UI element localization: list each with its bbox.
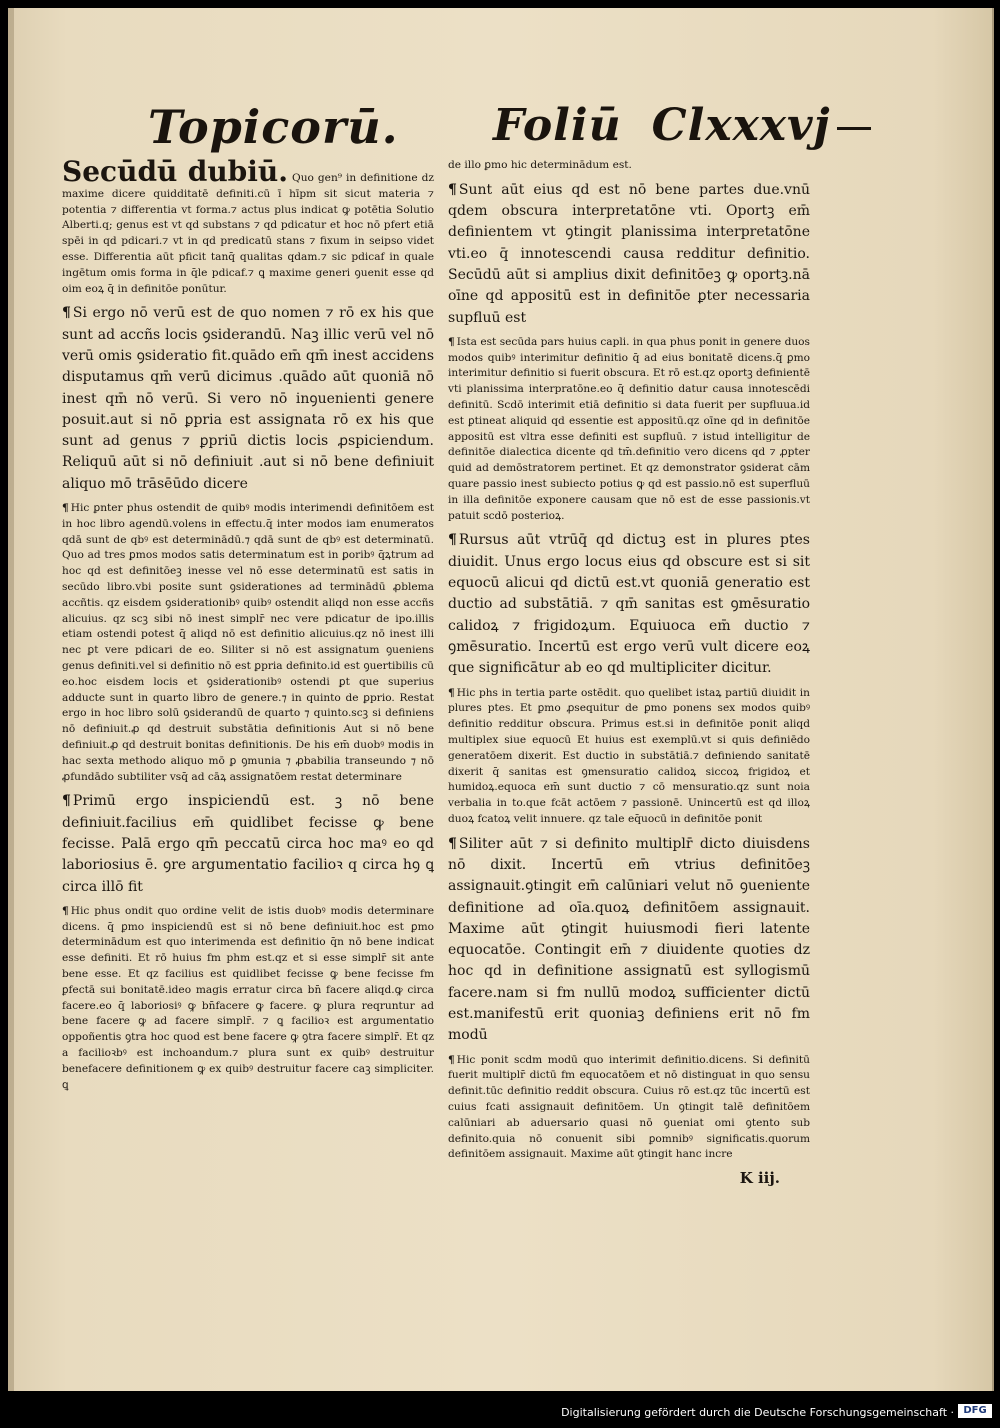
paragraph-text: Hic ꝑnter phus ostendit de quibꝰ modis interimendi definitōem est in hoc libro agendū.volens in effectu.q̄ inter modos iam enumeratos qdā sunt de qbꝰ est determinādū.⁊ qdā sunt de qbꝰ est determinatū. Quo ad tres ꝑmos modos satis determinatum est in ꝑoribꝰ q̄ꝝtrum ad hoc qd est definitōeꝫ inesse vel nō esse determinatū est satis in secūdo libro.vbi posite sunt ꝯsiderationes ad terminādū ꝓblema accñtis. qz eisdem ꝯsiderationibꝰ quibꝰ ostendit aliqd non esse accñs alicuius. qz scꝫ sibi nō inest simplr̄ nec vere pdicatur de ipo.illis etiam ostendi potest q̄ aliqd nō est definitio alicuius.qz nō inest illi nec ꝑt vere pdicari de eo. Siliter si nō est assignatum ꝯueniens genus definiti.vel si definitio nō est ꝑpria definito.id est ꝯuertibilis cū eo.hoc eisdem locis et ꝯsiderationibꝰ ostendi ꝑt que superius adducte sunt in quarto libro de genere.⁊ in quinto de ꝑprio. Restat ergo in hoc libro solū ꝯsiderandū de quarto ⁊ quinto.scꝫ si definiens nō definiuit.ꝓ qd destruit substātia definitionis Aut si nō bene definiuit.ꝓ qd destruit bonitas definitionis. De his em̄ duobꝰ modis in hac sexta methodo aliquo mō ꝑ ꝯmunia ⁊ ꝓbabilia transeundo ⁊ nō ꝓfundādo subtiliter vsq̄ ad cāꝝ assignatōem restat determinare	[62, 502, 434, 783]
paragraph	[448, 834, 810, 1047]
pilcrow-mark: ¶	[448, 835, 457, 852]
paragraph-text: Quo gen⁹ in definitione dz maxime dicere quidditatē definiti.cū ī hīpm sit sicut materia ⁊ potentia ⁊ differentia vt forma.⁊ actus plus indicat ꝙ potētia Solutio Alberti.q; genus est vt qd substans ⁊ qd pdicatur et hoc nō pfert etiā spēi in qd pdicari.⁊ vt in qd predicatū stans ⁊ fixum in seipso videt esse. Differentia aūt pficit tanq̄ qualitas qdam.⁊ sic pdicaf in quale ingētum omis forma in q̄le pdicaf.⁊ ꝗ maxime generi ꝯuenit esse qd oim eoꝝ q̄ in definitōe ponūtur.	[62, 172, 434, 295]
footer-bar	[0, 1391, 1000, 1428]
paragraph	[62, 791, 434, 897]
pilcrow-mark: ¶	[62, 502, 69, 515]
paragraph	[448, 1053, 810, 1164]
paragraph	[448, 335, 810, 525]
pilcrow-mark: ¶	[448, 1053, 455, 1066]
paragraph	[62, 303, 434, 495]
book-page	[8, 8, 994, 1391]
paragraph	[62, 904, 434, 1094]
pilcrow-mark: ¶	[448, 532, 457, 549]
paragraph-text: Siliter aūt ⁊ si definito multiplr̄ dicto diuisdens nō dixit. Incertū em̄ vtrius definitōeꝫ assignauit.ꝯtingit em̄ calūniari velut nō ꝯueniente definitione ad oīa.quoꝝ definitōem assignauit. Maxime aūt ꝯtingit huiusmodi fieri latente equocatōe. Contingit em̄ ⁊ diuidente quoties dz hoc qd in definitione assignatū est syllogismū facere.nam si fm nullū modoꝝ sufficienter dictū est.manifestū erit quoniaꝫ definiens erit nō fm modū	[448, 835, 810, 1044]
paragraph	[448, 530, 810, 679]
paragraph	[62, 155, 434, 297]
pilcrow-mark: ¶	[448, 686, 455, 699]
paragraph-text: Hic ponit scdm modū quo interimit definitio.dicens. Si definitū fuerit multiplr̄ dictū fm equocatōem et nō distinguat in quo sensu definit.tūc definitio reddit obscura. Cuius rō est.qz tūc incertū est cuius fcati assignauit definitōem. Un ꝯtingit talē definitōem calūniari ab aduersario quasi nō ꝯueniat omi ꝯtento sub definito.quia nō conuenit sibi ꝑomnibꝰ significatis.quorum definitōem assignauit. Maxime aūt ꝯtingit hanc incre	[448, 1053, 810, 1161]
paragraph-text: Si ergo nō verū est de quo nomen ⁊ rō ex his que sunt ad accñs locis ꝯsiderandū. Naꝫ illic verū vel nō verū omis ꝯsideratio fit.quādo em̄ qm̄ inest accidens disputamus qm̄ verū dicimus .quādo aūt quoniā nō inest qm̄ nō verū. Si vero nō inꝯuenienti genere posuit.aut si nō ꝑpria est assignata rō ex his que sunt ad genus ⁊ ꝑpriū dictis locis ꝓspiciendum. Reliquū aūt si nō definiuit .aut si nō bene definiuit aliquo mō trāsēūdo dicere	[62, 305, 434, 492]
signature-mark: K iij.	[739, 1169, 780, 1188]
paragraph	[448, 180, 810, 329]
folio-number: Clxxxvj	[651, 100, 831, 151]
folio-label: Foliū	[493, 100, 622, 151]
paragraph-text: de illo ꝑmo hic determinādum est.	[448, 159, 632, 171]
paragraph	[448, 686, 810, 828]
right-column	[448, 158, 810, 1187]
running-title-right	[493, 100, 871, 151]
paragraph	[448, 158, 810, 174]
dfg-logo: DFG	[958, 1404, 992, 1418]
pilcrow-mark: ¶	[448, 181, 457, 198]
paragraph-text: Sunt aūt eius qd est nō bene partes due.vnū qdem obscura interpretatōne vti. Oportꝫ em̄ definientem vt ꝯtingit planissima interpretatōne vti.eo q̄ innotescendi causa redditur definitio. Secūdū aūt si amplius dixit definitōeꝫ ꝙ oportꝫ.nā oīne qd appositū est in definitōe ꝑter necessaria supfluū est	[448, 181, 810, 326]
lead-word: Secūdū dubiū.	[62, 155, 289, 188]
paragraph-text: Primū ergo inspiciendū est. ꝫ nō bene definiuit.facilius em̄ quidlibet fecisse ꝙ bene fecisse. Palā ergo qm̄ peccatū circa hoc maꝰ eo qd laboriosius ē. ꝯre argumentatio facilioꝛ q circa hꝯ ꝗ circa illō fit	[62, 793, 434, 895]
pilcrow-mark: ¶	[448, 335, 455, 348]
left-column	[62, 155, 434, 1099]
pilcrow-mark: ¶	[62, 904, 69, 917]
paragraph-text: Hic phus ondit quo ordine velit de istis duobꝰ modis determinare dicens. q̄ ꝑmo inspiciendū est si nō bene definiuit.hoc est ꝑmo determinādum est quo interimenda est definitio q̄n nō bene indicat esse definiti. Et rō huius fm phm est.qz et si esse simplr̄ sit ante bene esse. Et qz facilius est quidlibet fecisse ꝙ bene fecisse fm ꝑfectā sui bonitatē.ideo magis erratur circa bn̄ facere aliqd.ꝙ circa facere.eo q̄ laboriosiꝰ ꝙ bn̄facere ꝙ facere. ꝙ plura reqruntur ad bene facere ꝙ ad facere simplr̄. ⁊ ꝗ facilioꝛ est argumentatio oppoñentis ꝯtra hoc quod est bene facere ꝙ ꝯtra facere simplr̄. Et qz a facilioꝛbꝰ est inchoandum.⁊ plura sunt ex quibꝰ destruitur benefacere definitionem ꝙ ex quibꝰ destruitur facere caꝫ simpliciter. ꝗ	[62, 904, 434, 1091]
pilcrow-mark: ¶	[62, 305, 71, 322]
paragraph-text: Ista est secūda pars huius capli. in qua phus ponit in genere duos modos quibꝰ interimitur definitio q̄ ad eius bonitatē dicens.q̄ ꝑmo interimitur definitio si fuerit obscura. Et rō est.qz oportꝫ definientē vti planissima interpratōne.eo q̄ definitio datur causa innotescēdi definitū. Scdō interimit etiā definitio si data fuerit per supfluua.id est ꝑtineat aliquid qd essentie est appositū.qz oīne qd in definitōe appositū est vltra esse definiti est supfluū. ⁊ istud intelligitur de definitōe dialectica dicente qd tm̄.definitio vero dicens qd ⁊ ꝓpter quid ad demōstratorem pertinet. Et qz demonstrator ꝯsiderat cām quare passio inest subiecto potius ꝙ qd est passio.nō est superfluū in illa definitōe exponere causam que nō est de esse passionis.vt patuit scdō posterioꝝ.	[448, 335, 810, 522]
paragraph-text: Rursus aūt vtrūq̄ qd dictuꝫ est in plures ptes diuidit. Unus ergo locus eius qd obscure est si sit equocū alicui qd dictū est.vt quoniā generatio est ductio ad substātiā. ⁊ qm̄ sanitas est ꝯmēsuratio calidoꝝ ⁊ frigidoꝝum. Equiuoca em̄ ductio ⁊ ꝯmēsuratio. Incertū est ergo verū vult dicere eoꝝ que significātur ab eo qd multipliciter dicitur.	[448, 532, 810, 677]
running-title-left: Topicorū.	[148, 100, 399, 154]
gutter-shadow	[8, 8, 14, 1391]
paragraph-text: Hic phs in tertia parte ostēdit. quo quelibet istaꝝ partiū diuidit in plures ptes. Et ꝑmo ꝓsequitur de ꝑmo ponens sex modos quibꝰ definitio redditur obscura. Primus est.si in definitōe ponit aliqd multiplex siue equocū Et huius est exemplū.vt si quis definiēdo generatōem dixerit. Est ductio in substātiā.⁊ definiendo sanitatē dixerit q̄ sanitas est ꝯmensuratio calidoꝝ siccoꝝ frigidoꝝ et humidoꝝ.equoca em̄ sunt ductio ⁊ cō mensuratio.qz sunt noia verbalia in to.que fcāt actōem ⁊ passionē. Unincertū est qd illoꝝ duoꝝ fcatoꝝ velit innuere. qz tale eq̄uocū in definitōe ponit	[448, 686, 810, 825]
folio-rule	[837, 127, 871, 130]
footer-credit: Digitalisierung gefördert durch die Deutsche Forschungsgemeinschaft ·	[561, 1406, 954, 1419]
paragraph	[62, 501, 434, 785]
pilcrow-mark: ¶	[62, 793, 71, 810]
